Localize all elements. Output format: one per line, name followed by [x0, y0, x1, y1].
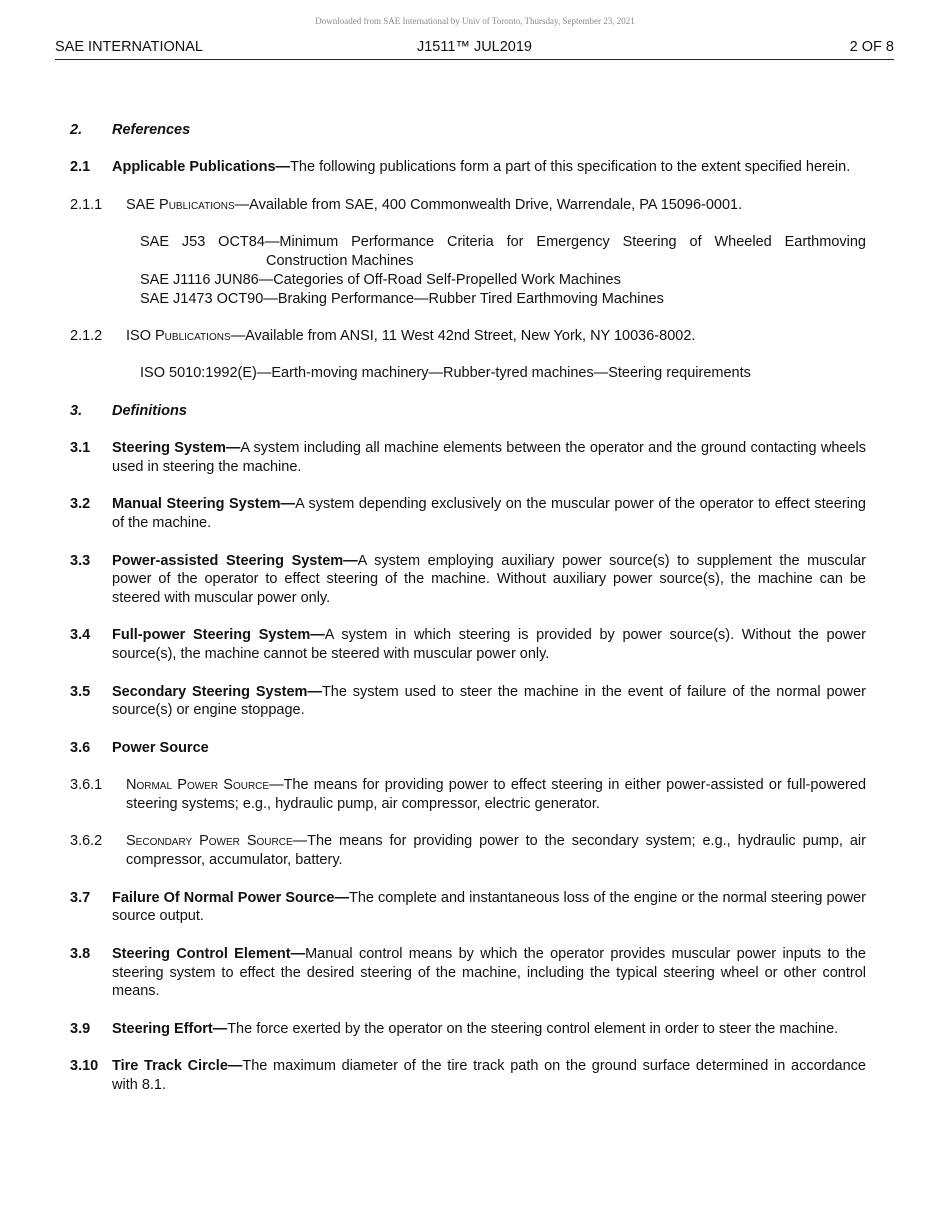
definition-number: 3.8: [70, 945, 91, 962]
definition-text: The maximum diameter of the tire track path on the ground surface determined in accordance with 8.1.: [112, 1058, 866, 1093]
definition-term: Power-assisted Steering System—: [112, 552, 358, 569]
paragraph-number: 2.1: [70, 159, 91, 176]
definition-number: 3.6.2: [70, 833, 103, 850]
paragraph-number: 2.1.2: [70, 327, 103, 344]
section-number: 3.: [70, 402, 83, 419]
definition-3-4: [70, 626, 866, 664]
definition-text: The force exerted by the operator on the steering control element in order to steer the machine.: [227, 1020, 839, 1037]
definition-number: 3.3: [70, 552, 91, 569]
definition-number: 3.2: [70, 496, 91, 513]
definition-3-9: [70, 1020, 866, 1039]
definition-3-2: [70, 495, 866, 533]
definition-text: A system including all machine elements between the operator and the ground contacting wheels used in steering the machine.: [112, 440, 866, 475]
paragraph-term: SAE Publications: [126, 196, 235, 213]
definition-text: A system in which steering is provided by power source(s). Without the power source(s), the machine cannot be steered with muscular power only.: [112, 627, 866, 663]
definition-3-5: [70, 683, 866, 721]
paragraph-term: ISO Publications: [126, 327, 231, 344]
reference-text: SAE J53 OCT84—Minimum Performance Criteria for Emergency Steering of Wheeled Earthmoving: [140, 234, 866, 251]
definition-term: Failure Of Normal Power Source—: [112, 889, 349, 906]
page-header: [55, 38, 894, 60]
definition-term: Full-power Steering System—: [112, 627, 325, 644]
header-org: SAE INTERNATIONAL: [55, 39, 203, 55]
sae-reference-list: [140, 233, 866, 308]
reference-item: [140, 233, 866, 271]
paragraph-2-1-1: [70, 196, 866, 215]
paragraph-2-1: [70, 158, 866, 177]
definition-term: Tire Track Circle—: [112, 1058, 243, 1075]
header-doc-number: J1511™ JUL2019: [416, 39, 532, 55]
definition-text: —The means for providing power to the secondary system; e.g., hydraulic pump, air compressor, accumulator, battery.: [126, 833, 866, 869]
document-body: [70, 121, 866, 1095]
section-heading-definitions: [70, 402, 866, 421]
download-watermark: Downloaded from SAE International by Univ of Toronto, Thursday, September 23, 2021: [315, 16, 635, 26]
definition-number: 3.6.1: [70, 777, 103, 794]
definition-term: Steering System—: [112, 440, 241, 457]
definition-3-3: [70, 552, 866, 608]
section-title: References: [112, 122, 191, 138]
reference-item: SAE J1473 OCT90—Braking Performance—Rubber Tired Earthmoving Machines: [140, 290, 664, 307]
definition-term: Power Source: [112, 739, 209, 756]
definition-term: Secondary Steering System—: [112, 683, 322, 700]
paragraph-2-1-2: [70, 327, 866, 346]
definition-text: The system used to steer the machine in the event of failure of the normal power source(s) or engine stoppage.: [112, 683, 866, 719]
definition-term: Steering Effort—: [112, 1020, 228, 1037]
definition-text: Manual control means by which the operator provides muscular power inputs to the steering system to effect the desired steering of the machine, including the typical steering wheel or other control means.: [112, 945, 866, 1000]
definition-number: 3.6: [70, 739, 91, 756]
definition-3-10: [70, 1057, 866, 1095]
definition-number: 3.7: [70, 889, 91, 906]
reference-text-continued: Construction Machines: [266, 252, 414, 269]
definition-3-8: [70, 945, 866, 1001]
section-heading-references: [70, 121, 866, 140]
definition-number: 3.5: [70, 683, 91, 700]
definition-term: Normal Power Source: [126, 777, 270, 794]
definition-number: 3.4: [70, 627, 91, 644]
paragraph-text: The following publications form a part of this specification to the extent specified herein.: [290, 159, 851, 176]
definition-number: 3.1: [70, 440, 91, 457]
definition-number: 3.10: [70, 1058, 99, 1075]
reference-item: SAE J1116 JUN86—Categories of Off-Road Self-Propelled Work Machines: [140, 271, 621, 288]
definition-term: Manual Steering System—: [112, 496, 296, 513]
header-page-number: 2 OF 8: [849, 39, 894, 55]
definition-text: —The means for providing power to effect steering in either power-assisted or full-powered steering systems; e.g., hydraulic pump, air compressor, electric generator.: [126, 777, 867, 813]
definition-3-6-1: [70, 776, 866, 814]
definition-3-6-2: [70, 832, 866, 870]
definition-text: The complete and instantaneous loss of the engine or the normal steering power source output.: [112, 889, 866, 925]
paragraph-text: —Available from ANSI, 11 West 42nd Street, New York, NY 10036-8002.: [230, 327, 696, 344]
definition-text: A system employing auxiliary power source(s) to supplement the muscular power of the operator to effect steering of the machine. Without auxiliary power source(s), the machine can be steered with muscular power only.: [112, 552, 866, 607]
paragraph-number: 2.1.1: [70, 196, 103, 213]
definition-term: Secondary Power Source: [126, 833, 293, 850]
paragraph-term: Applicable Publications—: [112, 159, 291, 176]
definition-term: Steering Control Element—: [112, 945, 306, 962]
section-title: Definitions: [112, 402, 187, 419]
definition-text: A system depending exclusively on the muscular power of the operator to effect steering of the machine.: [112, 496, 866, 532]
paragraph-text: —Available from SAE, 400 Commonwealth Drive, Warrendale, PA 15096-0001.: [234, 196, 743, 213]
definition-3-7: [70, 889, 866, 927]
definition-3-1: [70, 439, 866, 477]
section-number: 2.: [70, 122, 83, 138]
definition-number: 3.9: [70, 1020, 91, 1037]
iso-reference: ISO 5010:1992(E)—Earth-moving machinery—Rubber-tyred machines—Steering requirements: [140, 365, 751, 382]
definition-3-6: [70, 739, 866, 758]
